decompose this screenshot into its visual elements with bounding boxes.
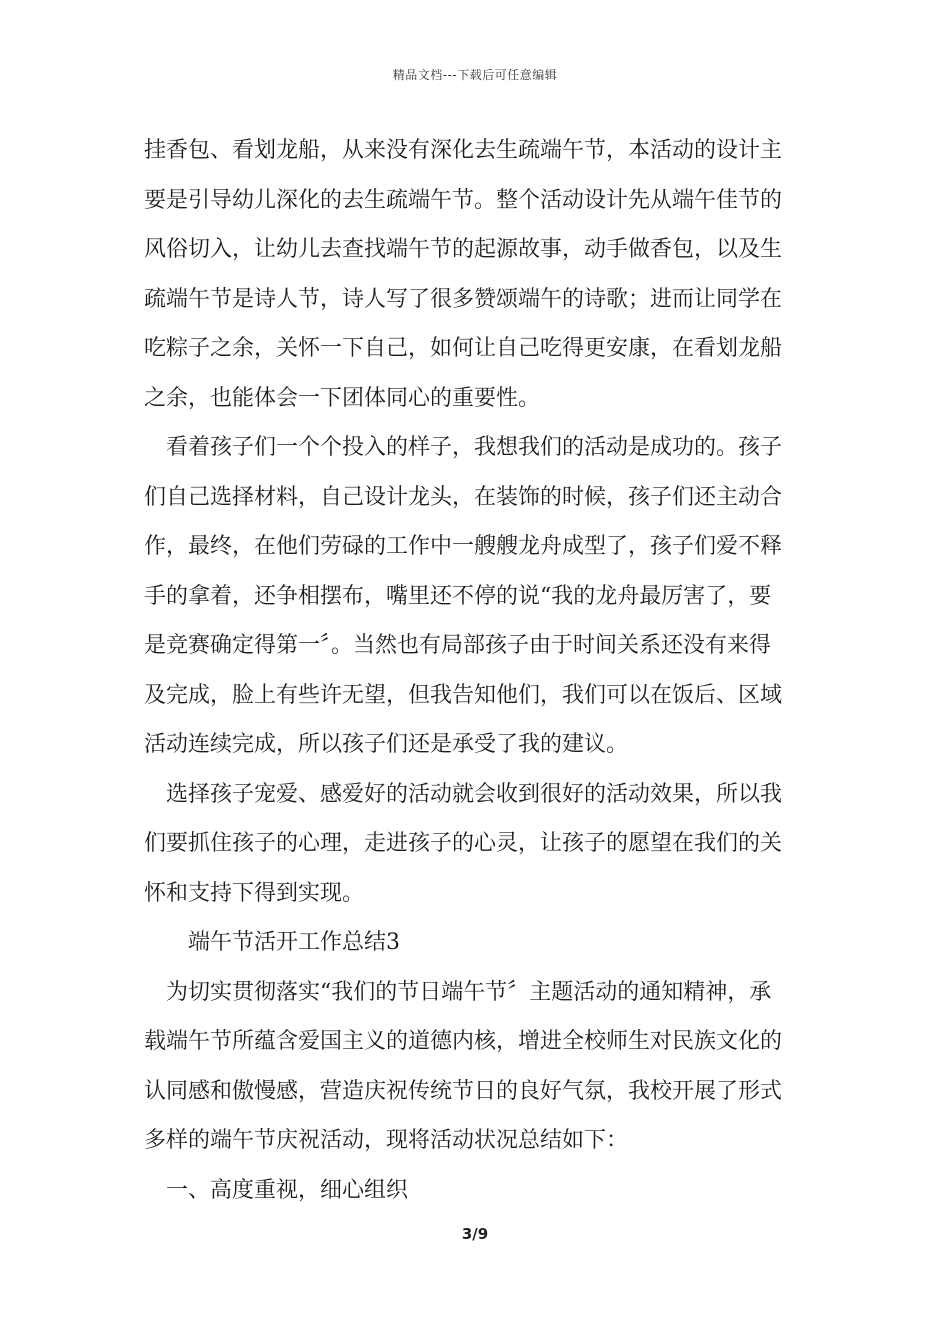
text-line: 活动连续完成，所以孩子们还是承受了我的建议。: [144, 732, 629, 757]
text-line: 吃粽子之余，关怀一下自己，如何让自己吃得更安康，在看划龙船: [144, 336, 783, 361]
text-line: 们自己选择材料，自己设计龙头，在装饰的时候，孩子们还主动合: [144, 484, 783, 510]
page-total: 9: [477, 1225, 489, 1243]
page-separator: /: [472, 1225, 478, 1243]
paragraph: [144, 770, 808, 919]
text-line: 认同感和傲慢感，营造庆祝传统节日的良好气氛，我校开展了形式: [144, 1078, 783, 1104]
text-line: 要是引导幼儿深化的去生疏端午节。整个活动设计先从端午佳节的: [144, 187, 783, 213]
heading-text: 端午节活开工作总结3: [188, 930, 400, 955]
text-line: 选择孩子宠爱、感爱好的活动就会收到很好的活动效果，所以我: [166, 781, 783, 807]
text-line: 们要抓住孩子的心理，走进孩子的心灵，让孩子的愿望在我们的关: [144, 831, 783, 856]
text-line: 风俗切入，让幼儿去查找端午节的起源故事，动手做香包，以及生: [144, 237, 783, 262]
section-heading: [144, 918, 808, 968]
text-line: 及完成，脸上有些许无望，但我告知他们，我们可以在饭后、区域: [144, 682, 783, 708]
paragraph: [144, 423, 808, 770]
text-line: 多样的端午节庆祝活动，现将活动状况总结如下：: [144, 1128, 629, 1153]
page-header: [0, 66, 950, 83]
text-line: 怀和支持下得到实现。: [144, 880, 365, 906]
text-line: 疏端午节是诗人节，诗人写了很多赞颂端午的诗歌；进而让同学在: [144, 286, 783, 312]
text-line: 载端午节所蕴含爱国主义的道德内核，增进全校师生对民族文化的: [144, 1029, 783, 1054]
header-text: 精品文档---下载后可任意编辑: [392, 68, 558, 82]
text-line: 手的拿着，还争相摆布，嘴里还不停的说“我的龙舟最厉害了，要: [144, 583, 772, 609]
text-line: 之余，也能体会一下团体同心的重要性。: [144, 385, 541, 411]
page-number: 3: [461, 1225, 473, 1243]
text-line: 看着孩子们一个个投入的样子，我想我们的活动是成功的。孩子: [166, 435, 783, 460]
document-body: [144, 126, 808, 1215]
paragraph-continuation: [144, 126, 808, 423]
paragraph: [144, 968, 808, 1166]
text-line: 是竞赛确定得第一〞。当然也有局部孩子由于时间关系还没有来得: [144, 633, 772, 658]
text-line: 为切实贯彻落实“我们的节日端午节〞主题活动的通知精神，承: [166, 979, 772, 1005]
paragraph: [144, 1166, 808, 1216]
text-line: 挂香包、看划龙船，从来没有深化去生疏端午节，本活动的设计主: [144, 138, 783, 163]
subheading-text: 一、高度重视，细心组织: [166, 1177, 409, 1203]
page-footer: [0, 1225, 950, 1243]
text-line: 作，最终，在他们劳碌的工作中一艘艘龙舟成型了，孩子们爱不释: [144, 534, 783, 559]
